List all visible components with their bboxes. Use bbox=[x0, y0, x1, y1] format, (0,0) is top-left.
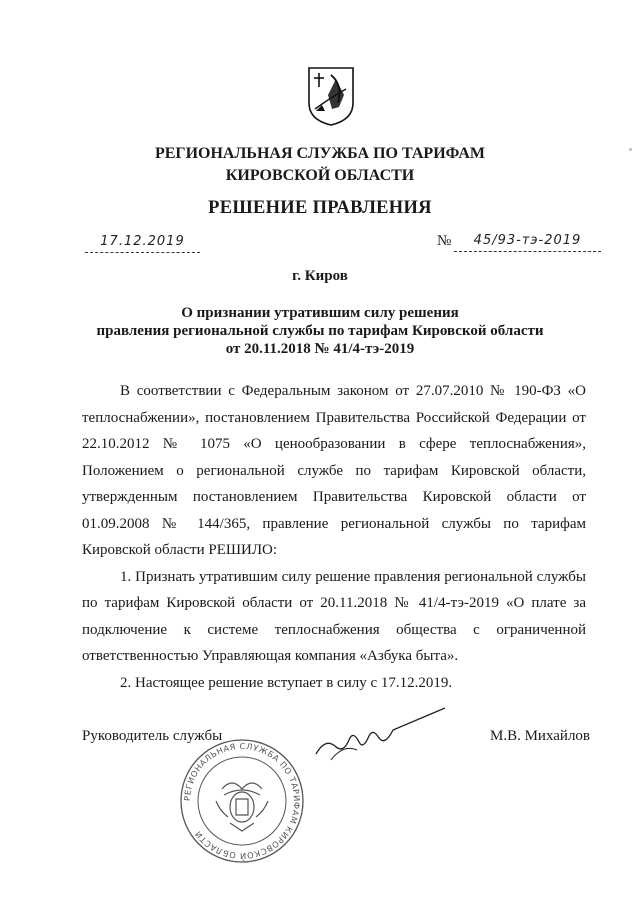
organization-title bbox=[0, 143, 640, 187]
scan-artifact bbox=[629, 148, 632, 151]
subject-line2: правления региональной службы по тарифам Кировской области bbox=[96, 323, 544, 339]
svg-text:РЕГИОНАЛЬНАЯ СЛУЖБА ПО ТАРИФАМ bbox=[182, 741, 302, 862]
decision-item-2: 2. Настоящее решение вступает в силу с 17.12.2019. bbox=[120, 674, 453, 691]
decision-item-1: 1. Признать утратившим силу решение правления региональной службы по тарифам Кировской области от 20.11.2018 № 41/4-тэ-2019 «О плате за подключение к системе теплоснабжения общества с ограниченной ответственностью Управляющая компания «Азбука быта». bbox=[82, 568, 586, 664]
seal-eagle-icon bbox=[216, 783, 268, 831]
kirov-oblast-coat-of-arms-icon bbox=[306, 65, 356, 127]
organization-title-line2: КИРОВСКОЙ ОБЛАСТИ bbox=[225, 167, 415, 184]
organization-title-line1: РЕГИОНАЛЬНАЯ СЛУЖБА ПО ТАРИФАМ bbox=[154, 145, 486, 162]
decision-number bbox=[437, 233, 597, 251]
decision-number-value: 45/93-тэ-2019 bbox=[454, 233, 601, 252]
document-type: РЕШЕНИЕ ПРАВЛЕНИЯ bbox=[208, 198, 432, 218]
seal-text: РЕГИОНАЛЬНАЯ СЛУЖБА ПО ТАРИФАМ КИРОВСКОЙ ОБЛАСТИ bbox=[181, 740, 303, 862]
preamble-paragraph: В соответствии с Федеральным законом от 27.07.2010 № 190-ФЗ «О теплоснабжении», постановлением Правительства Российской Федерации от 22.10.2012 № 1075 «О ценообразовании в сфере теплоснабжения», Положением о региональной службе по тарифам Кировской области, утвержденным постановлением Правительства Кировской области от 01.09.2008 № 144/365, правление региональной службы по тарифам Кировской области РЕШИЛО: bbox=[82, 383, 586, 558]
decision-body bbox=[82, 378, 586, 696]
city: г. Киров bbox=[292, 268, 348, 284]
subject-line1: О признании утратившим силу решения bbox=[181, 305, 459, 321]
subject-line3: от 20.11.2018 № 41/4-тэ-2019 bbox=[225, 341, 415, 357]
signatory-position: Руководитель службы bbox=[82, 728, 223, 744]
signatory-name: М.В. Михайлов bbox=[490, 728, 591, 744]
decision-subject bbox=[0, 304, 640, 358]
number-sign: № bbox=[437, 233, 452, 249]
decision-date: 17.12.2019 bbox=[85, 234, 200, 253]
handwritten-signature bbox=[313, 704, 448, 769]
official-seal bbox=[178, 737, 306, 865]
